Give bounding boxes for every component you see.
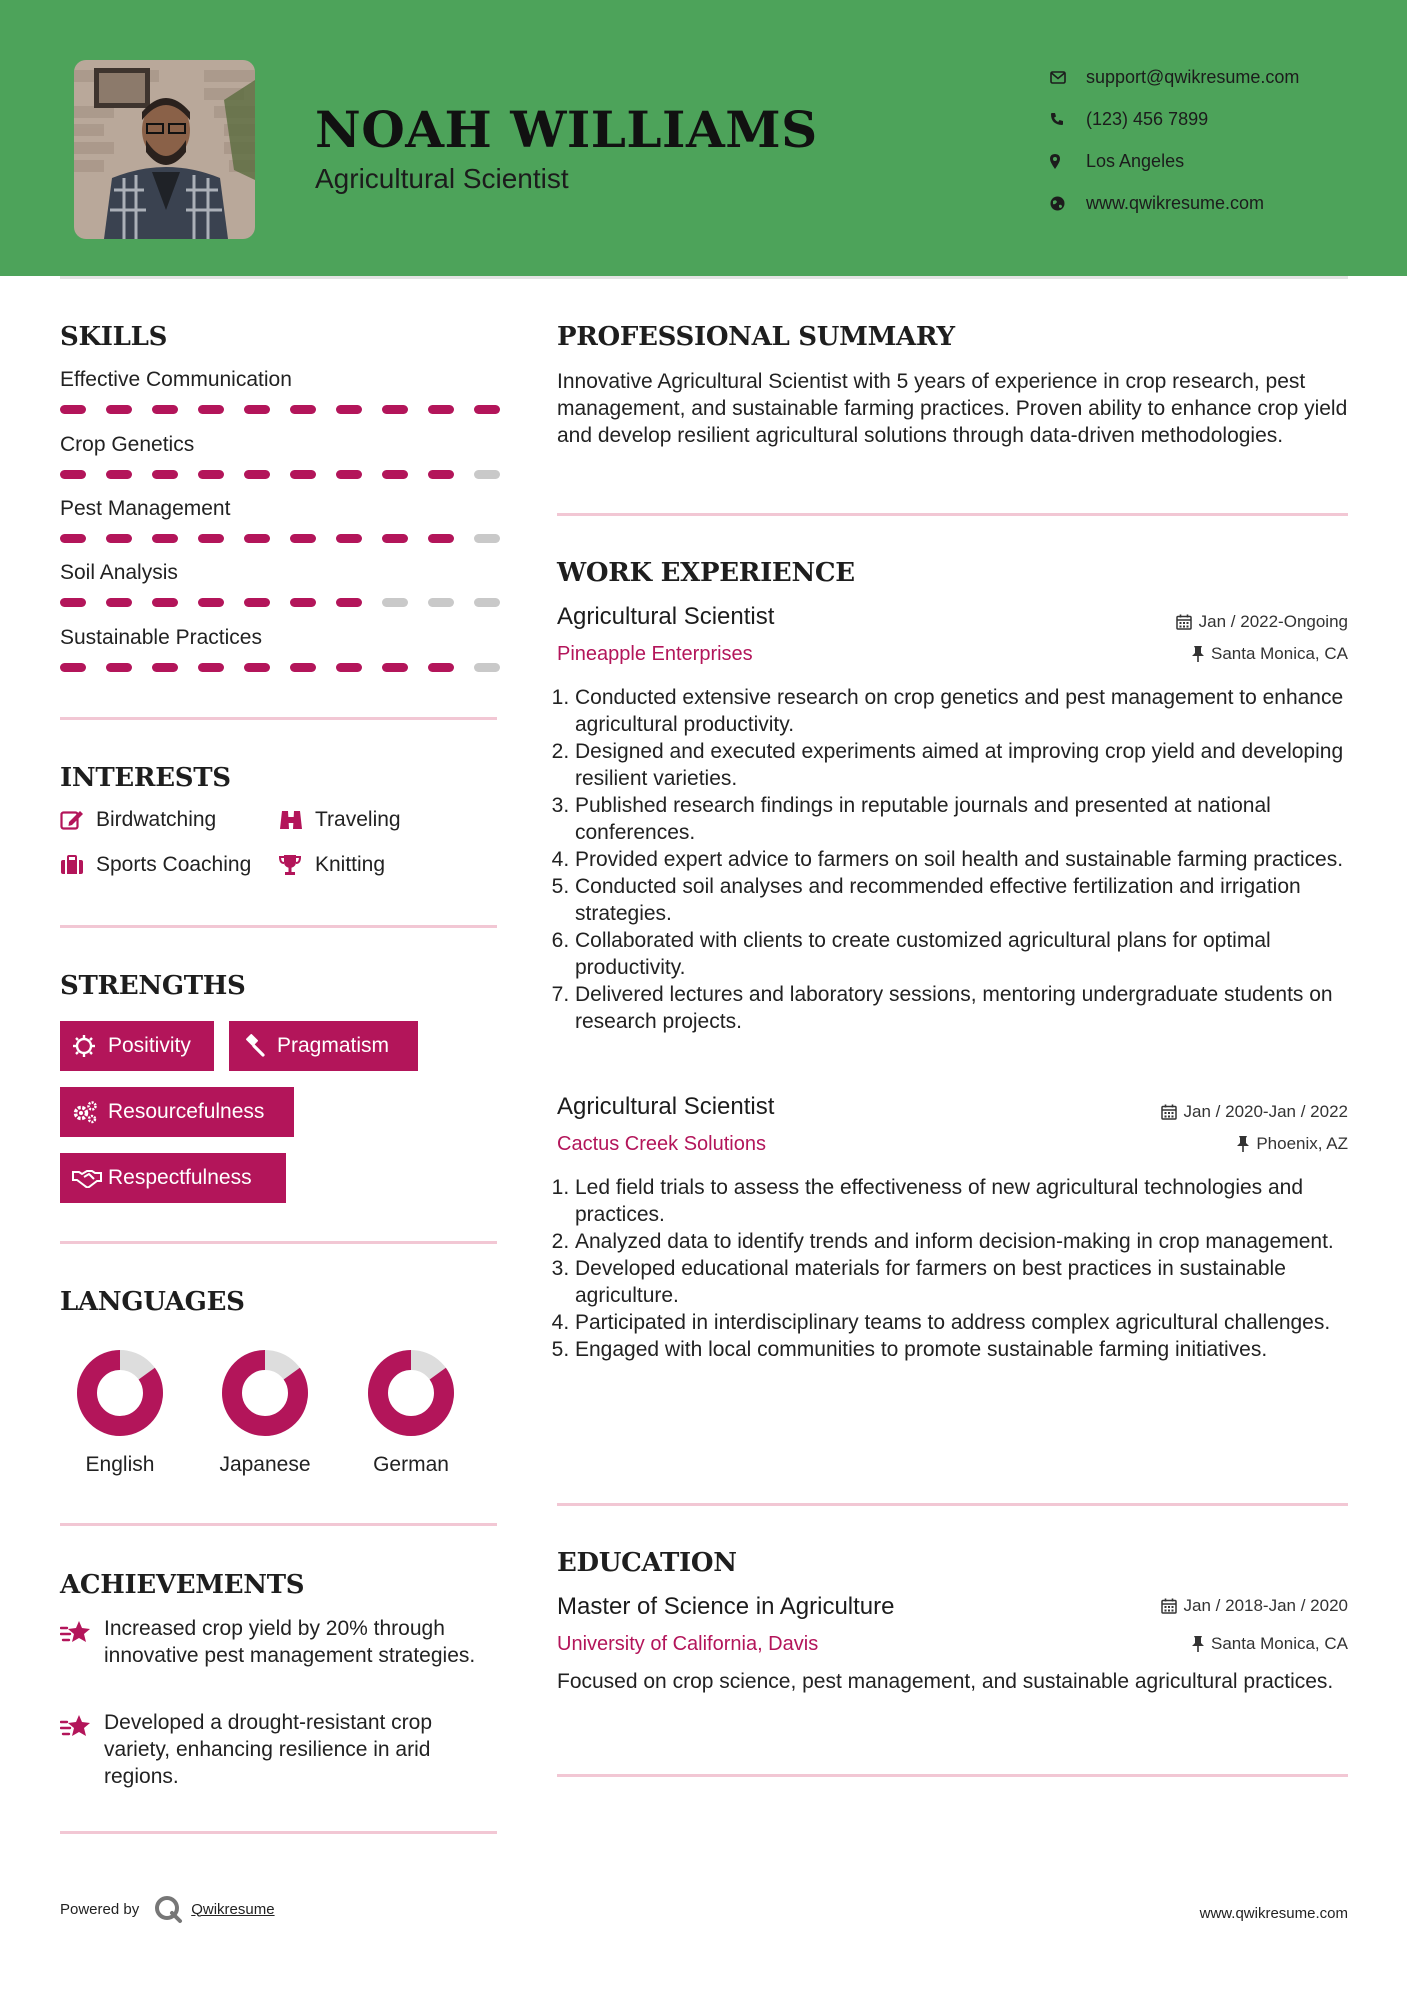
qwikresume-link[interactable]: Qwikresume: [191, 1900, 275, 1918]
summary-text: Innovative Agricultural Scientist with 5 years of experience in crop research, pest management, and sustainable farming practices. Proven ability to enhance crop yield and develop resilient agricultural solutions through data-driven methodologies.: [557, 370, 1348, 447]
list-item: 3. Developed educational materials for farmers on best practices in sustainable agriculture.: [575, 1255, 1352, 1309]
list-item: 4. Participated in interdisciplinary teams to address complex agricultural challenges.: [575, 1309, 1352, 1336]
job-location-text: Phoenix, AZ: [1256, 1134, 1348, 1153]
job-location: [1192, 644, 1348, 664]
rating-dot-filled: [60, 470, 86, 479]
rating-dot-filled: [244, 405, 270, 414]
candidate-title: Agricultural Scientist: [315, 163, 569, 194]
rating-dot-filled: [290, 598, 316, 607]
trophy-icon: [279, 854, 315, 876]
rating-dot-filled: [152, 598, 178, 607]
rating-dot-filled: [336, 405, 362, 414]
list-item: 2. Designed and executed experiments aimed at improving crop yield and developing resilient varieties.: [575, 738, 1352, 792]
section-divider: [60, 717, 497, 720]
interests-heading: INTERESTS: [60, 763, 231, 793]
company-name: Cactus Creek Solutions: [557, 1133, 766, 1155]
rating-dot-filled: [428, 405, 454, 414]
job-date: [1161, 1102, 1348, 1122]
list-item: 5. Conducted soil analyses and recommended effective fertilization and irrigation strategies.: [575, 873, 1352, 927]
gavel-icon: [241, 1034, 277, 1058]
job-responsibilities: [557, 1174, 1352, 1363]
interest-item: [60, 808, 216, 832]
list-item: 1. Conducted extensive research on crop genetics and pest management to enhance agricultural productivity.: [575, 684, 1352, 738]
summary-heading: PROFESSIONAL SUMMARY: [557, 322, 955, 352]
rating-dot-filled: [428, 663, 454, 672]
rating-dot-filled: [106, 405, 132, 414]
achievement-item: [60, 1615, 500, 1669]
rating-dot-filled: [60, 663, 86, 672]
pushpin-icon: [1237, 1136, 1249, 1152]
skills-heading: SKILLS: [60, 322, 168, 352]
skill-name: Effective Communication: [60, 368, 292, 391]
rating-dot-filled: [152, 470, 178, 479]
rating-dot-filled: [336, 663, 362, 672]
rating-dot-empty: [428, 598, 454, 607]
rating-dot-empty: [382, 598, 408, 607]
language-name: Japanese: [219, 1453, 311, 1476]
globe-icon: [1050, 196, 1086, 211]
skill-rating: [60, 534, 520, 543]
job-date-text: Jan / 2020-Jan / 2022: [1183, 1102, 1348, 1121]
education-description: Focused on crop science, pest management, and sustainable agricultural practices.: [557, 1670, 1334, 1693]
calendar-icon: [1176, 614, 1192, 630]
rating-dot-filled: [198, 534, 224, 543]
list-item: 6. Collaborated with clients to create customized agricultural plans for optimal productivity.: [575, 927, 1352, 981]
section-divider: [557, 1774, 1348, 1777]
achievement-item: [60, 1709, 500, 1790]
profile-photo: [74, 60, 255, 239]
job-date-text: Jan / 2022-Ongoing: [1198, 612, 1348, 631]
rating-dot-filled: [106, 598, 132, 607]
interest-item: [60, 853, 251, 877]
degree-title: Master of Science in Agriculture: [557, 1593, 895, 1620]
edit-icon: [60, 809, 96, 831]
rating-dot-empty: [474, 534, 500, 543]
section-divider: [60, 1831, 497, 1834]
rating-dot-filled: [382, 663, 408, 672]
interest-label: Birdwatching: [96, 808, 217, 831]
contact-email-text: support@qwikresume.com: [1086, 66, 1300, 87]
rating-dot-empty: [474, 663, 500, 672]
interest-item: [279, 808, 401, 832]
section-divider: [60, 1523, 497, 1526]
rating-dot-filled: [244, 598, 270, 607]
rating-dot-filled: [336, 470, 362, 479]
education-date: [1161, 1596, 1348, 1616]
rating-dot-filled: [244, 534, 270, 543]
company-name: Pineapple Enterprises: [557, 643, 753, 665]
phone-icon: [1050, 112, 1086, 126]
education-location-text: Santa Monica, CA: [1210, 1634, 1348, 1653]
section-divider: [60, 925, 497, 928]
rating-dot-empty: [474, 598, 500, 607]
star-award-icon: [60, 1615, 104, 1669]
rating-dot-filled: [290, 405, 316, 414]
rating-dot-filled: [198, 470, 224, 479]
skill-rating: [60, 663, 520, 672]
contact-location-text: Los Angeles: [1086, 150, 1185, 171]
skill-rating: [60, 470, 520, 479]
strength-label: Positivity: [108, 1034, 191, 1057]
sun-icon: [72, 1034, 108, 1058]
strength-label: Resourcefulness: [108, 1100, 265, 1123]
strength-badge: [60, 1021, 214, 1071]
list-item: 7. Delivered lectures and laboratory sessions, mentoring undergraduate students on research projects.: [575, 981, 1352, 1035]
achievement-text: Increased crop yield by 20% through innovative pest management strategies.: [104, 1617, 476, 1667]
rating-dot-empty: [474, 470, 500, 479]
rating-dot-filled: [60, 405, 86, 414]
interest-label: Traveling: [315, 808, 401, 831]
rating-dot-filled: [244, 663, 270, 672]
school-name: University of California, Davis: [557, 1633, 819, 1655]
skill-name: Pest Management: [60, 497, 231, 520]
job-title: Agricultural Scientist: [557, 603, 775, 630]
list-item: 3. Published research findings in reputable journals and presented at national conferences.: [575, 792, 1352, 846]
rating-dot-filled: [290, 663, 316, 672]
achievements-heading: ACHIEVEMENTS: [60, 1570, 305, 1600]
footer-website[interactable]: www.qwikresume.com: [1199, 1905, 1348, 1922]
rating-dot-filled: [290, 534, 316, 543]
rating-dot-filled: [336, 534, 362, 543]
briefcase-icon: [60, 855, 96, 875]
contact-website[interactable]: [1050, 182, 1299, 224]
rating-dot-filled: [106, 470, 132, 479]
strength-label: Pragmatism: [277, 1034, 390, 1057]
rating-dot-filled: [60, 534, 86, 543]
rating-dot-filled: [336, 598, 362, 607]
footer-powered-by: [60, 1894, 275, 1924]
education-date-text: Jan / 2018-Jan / 2020: [1183, 1596, 1348, 1615]
rating-dot-filled: [198, 598, 224, 607]
resume-header: [0, 0, 1407, 276]
section-divider: [60, 1241, 497, 1244]
rating-dot-filled: [106, 534, 132, 543]
skill-rating: [60, 598, 520, 607]
candidate-name: NOAH WILLIAMS: [315, 100, 818, 159]
rating-dot-filled: [244, 470, 270, 479]
education-heading: EDUCATION: [557, 1548, 737, 1578]
contact-phone-text: (123) 456 7899: [1086, 108, 1209, 129]
rating-dot-filled: [382, 405, 408, 414]
skill-name: Soil Analysis: [60, 561, 178, 584]
pushpin-icon: [1192, 646, 1204, 662]
gears-icon: [72, 1100, 108, 1124]
skill-name: Crop Genetics: [60, 433, 195, 456]
rating-dot-filled: [106, 663, 132, 672]
job-date: [1176, 612, 1348, 632]
powered-by-text: Powered by: [60, 1900, 140, 1918]
pushpin-icon: [1192, 1636, 1204, 1652]
language-donut: [221, 1349, 309, 1437]
job-location-text: Santa Monica, CA: [1210, 644, 1348, 663]
strength-badge: [60, 1087, 294, 1137]
list-item: 5. Engaged with local communities to promote sustainable farming initiatives.: [575, 1336, 1352, 1363]
rating-dot-filled: [152, 405, 178, 414]
strengths-heading: STRENGTHS: [60, 971, 246, 1001]
strength-badge: [229, 1021, 418, 1071]
rating-dot-filled: [382, 470, 408, 479]
section-divider: [557, 513, 1348, 516]
rating-dot-filled: [474, 405, 500, 414]
handshake-icon: [72, 1168, 108, 1188]
list-item: 2. Analyzed data to identify trends and inform decision-making in crop management.: [575, 1228, 1352, 1255]
job-responsibilities: [557, 684, 1352, 1035]
strength-badge: [60, 1153, 286, 1203]
contact-list: [1050, 56, 1299, 224]
achievement-text: Developed a drought-resistant crop variety, enhancing resilience in arid regions.: [104, 1711, 433, 1788]
languages-heading: LANGUAGES: [60, 1287, 245, 1317]
star-award-icon: [60, 1709, 104, 1790]
rating-dot-filled: [290, 470, 316, 479]
section-divider: [557, 1503, 1348, 1506]
contact-location: [1050, 140, 1299, 182]
map-pin-icon: [1050, 154, 1086, 169]
interest-item: [279, 853, 385, 877]
job-title: Agricultural Scientist: [557, 1093, 775, 1120]
job-location: [1237, 1134, 1348, 1154]
header-divider: [60, 276, 1348, 279]
rating-dot-filled: [198, 405, 224, 414]
rating-dot-filled: [152, 663, 178, 672]
rating-dot-filled: [152, 534, 178, 543]
rating-dot-filled: [198, 663, 224, 672]
binoculars-icon: [279, 809, 315, 831]
interest-label: Sports Coaching: [96, 853, 252, 876]
rating-dot-filled: [428, 534, 454, 543]
list-item: 4. Provided expert advice to farmers on soil health and sustainable farming practices.: [575, 846, 1352, 873]
language-name: English: [85, 1453, 155, 1476]
list-item: 1. Led field trials to assess the effectiveness of new agricultural technologies and practices.: [575, 1174, 1352, 1228]
contact-phone[interactable]: [1050, 98, 1299, 140]
language-name: German: [373, 1453, 449, 1476]
rating-dot-filled: [428, 470, 454, 479]
language-donut: [76, 1349, 164, 1437]
skill-name: Sustainable Practices: [60, 626, 262, 649]
experience-heading: WORK EXPERIENCE: [557, 558, 855, 588]
strength-label: Respectfulness: [108, 1166, 252, 1189]
qwikresume-logo-icon: [153, 1894, 183, 1924]
calendar-icon: [1161, 1598, 1177, 1614]
envelope-icon: [1050, 71, 1086, 84]
skill-rating: [60, 405, 520, 414]
language-donut: [367, 1349, 455, 1437]
rating-dot-filled: [60, 598, 86, 607]
interest-label: Knitting: [315, 853, 386, 876]
contact-email[interactable]: [1050, 56, 1299, 98]
education-location: [1192, 1634, 1348, 1654]
calendar-icon: [1161, 1104, 1177, 1120]
contact-website-text: www.qwikresume.com: [1086, 192, 1265, 213]
rating-dot-filled: [382, 534, 408, 543]
